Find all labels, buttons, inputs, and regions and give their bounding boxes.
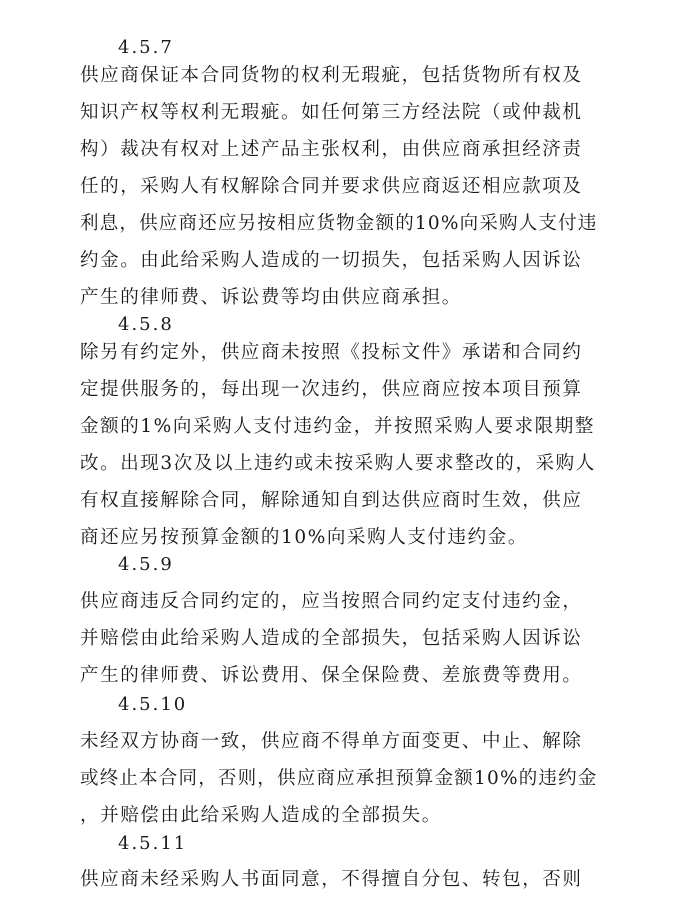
paragraph-line: 约金。由此给采购人造成的一切损失，包括采购人因诉讼	[80, 250, 583, 271]
paragraph-line: 任的，采购人有权解除合同并要求供应商返还相应款项及	[80, 176, 583, 197]
paragraph-line: 产生的律师费、诉讼费用、保全保险费、差旅费等费用。	[80, 665, 583, 686]
clause-number-4-5-7: 4.5.7	[118, 37, 174, 58]
paragraph-line: ，并赔偿由此给采购人造成的全部损失。	[80, 805, 442, 826]
paragraph-line: 供应商未经采购人书面同意，不得擅自分包、转包，否则	[80, 869, 583, 890]
paragraph-line: 改。出现3次及以上违约或未按采购人要求整改的，采购人	[80, 453, 596, 474]
paragraph-line: 有权直接解除合同，解除通知自到达供应商时生效，供应	[80, 490, 583, 511]
paragraph-line: 供应商保证本合同货物的权利无瑕疵，包括货物所有权及	[80, 65, 583, 86]
clause-number-4-5-10: 4.5.10	[118, 694, 188, 715]
paragraph-line: 商还应另按预算金额的10%向采购人支付违约金。	[80, 527, 528, 548]
paragraph-line: 构）裁决有权对上述产品主张权利，由供应商承担经济责	[80, 139, 583, 160]
paragraph-line: 未经双方协商一致，供应商不得单方面变更、中止、解除	[80, 731, 583, 752]
clause-number-4-5-11: 4.5.11	[118, 833, 188, 854]
paragraph-line: 金额的1%向采购人支付违约金，并按照采购人要求限期整	[80, 416, 595, 437]
paragraph-line: 除另有约定外，供应商未按照《投标文件》承诺和合同约	[80, 342, 583, 363]
paragraph-line: 并赔偿由此给采购人造成的全部损失，包括采购人因诉讼	[80, 628, 583, 649]
paragraph-line: 供应商违反合同约定的，应当按照合同约定支付违约金，	[80, 591, 583, 612]
paragraph-line: 定提供服务的，每出现一次违约，供应商应按本项目预算	[80, 379, 583, 400]
paragraph-line: 利息，供应商还应另按相应货物金额的10%向采购人支付违	[80, 213, 598, 234]
paragraph-line: 或终止本合同，否则，供应商应承担预算金额10%的违约金	[80, 768, 598, 789]
paragraph-line: 知识产权等权利无瑕疵。如任何第三方经法院（或仲裁机	[80, 102, 583, 123]
clause-number-4-5-9: 4.5.9	[118, 554, 174, 575]
paragraph-line: 产生的律师费、诉讼费等均由供应商承担。	[80, 287, 462, 308]
clause-number-4-5-8: 4.5.8	[118, 314, 174, 335]
